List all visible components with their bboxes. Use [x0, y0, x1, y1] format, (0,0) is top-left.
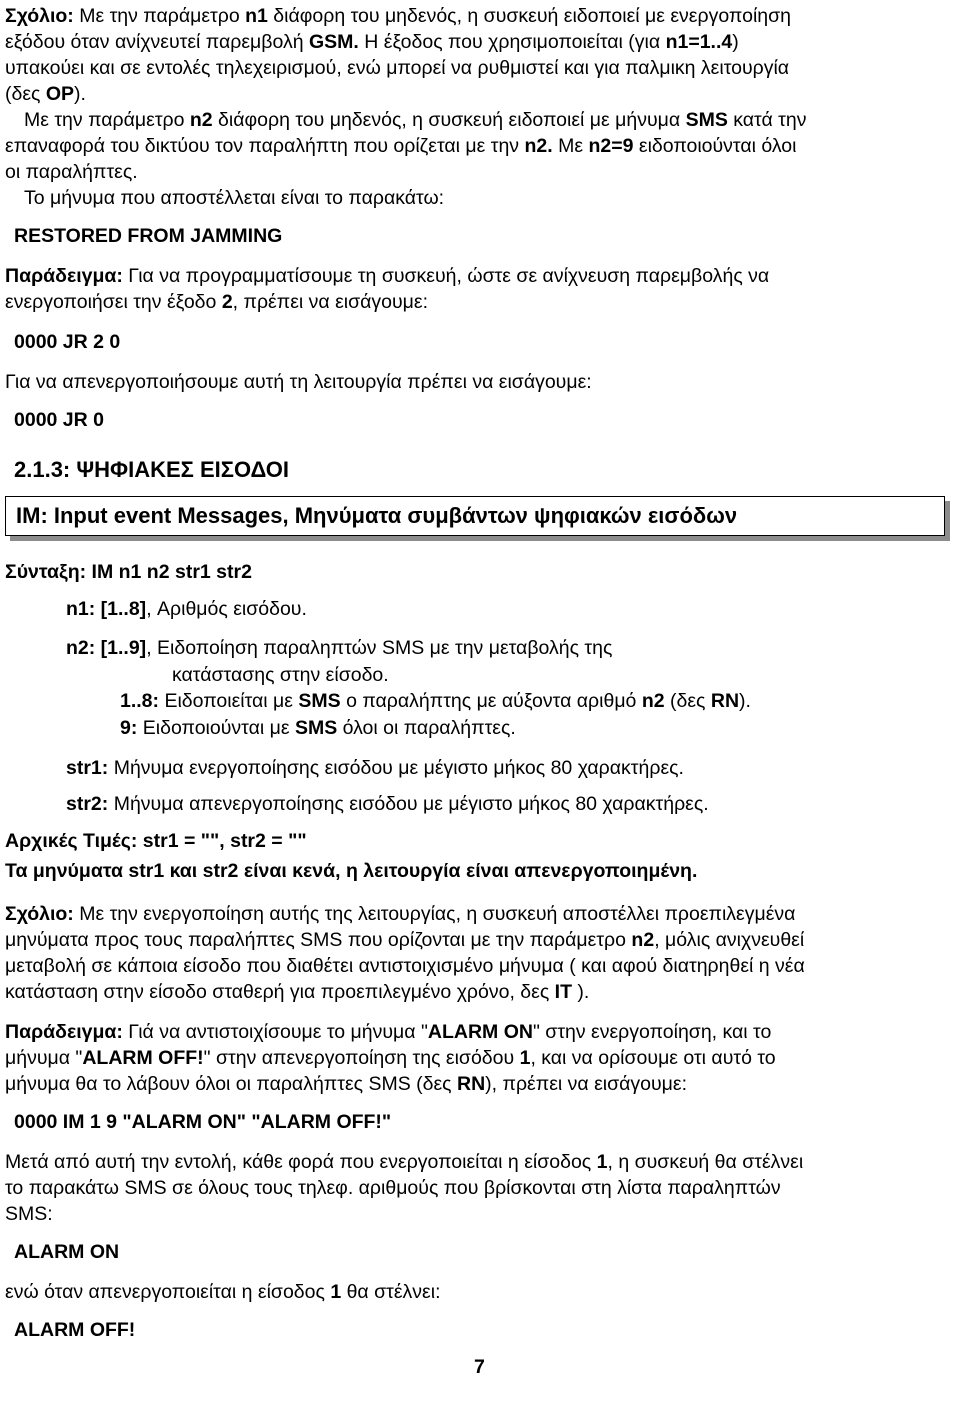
command: 0000 JR 2 0 [14, 331, 121, 353]
text: ειδοποιούνται όλοι [633, 135, 797, 157]
text: , η συσκευή θα στέλνει [607, 1151, 804, 1173]
bold-term: ALARM OFF! [82, 1047, 204, 1069]
text: , και να ορίσουμε οτι αυτό το [530, 1047, 776, 1069]
command: 0000 JR 0 [14, 409, 104, 431]
bold-term: 1 [596, 1151, 608, 1173]
sms-message: ALARM ON [14, 1241, 120, 1263]
text: Με [552, 135, 589, 157]
param-option [120, 689, 751, 713]
bold-term: 2 [221, 291, 233, 313]
text: ) [732, 31, 739, 53]
bold-term: SMS [298, 690, 341, 712]
text: , μόλις ανιχνευθεί [654, 929, 805, 951]
text: όλοι οι παραλήπτες. [337, 717, 516, 739]
command: 0000 IM 1 9 "ALARM ON" "ALARM OFF!" [14, 1111, 392, 1133]
text-line [5, 30, 739, 54]
example-label: Παράδειγμα: [5, 1021, 123, 1043]
param-label: str1: [66, 757, 109, 779]
bold-term: 1 [330, 1281, 342, 1303]
param-n1: n1 [245, 5, 268, 27]
sms-message: ALARM OFF! [14, 1319, 136, 1341]
text: Με την παράμετρο [24, 109, 190, 131]
text-line [5, 1072, 687, 1096]
text: διάφορη του μηδενός, η συσκευή ειδοποιεί με ενεργοποίηση [267, 5, 791, 27]
text: ο παραλήπτης με αύξοντα αριθμό [340, 690, 642, 712]
param-n1-line [66, 597, 307, 621]
text: Μήνυμα ενεργοποίησης εισόδου με μέγιστο μήκος 80 χαρακτήρες. [108, 757, 684, 779]
bold-term: ALARM ON [427, 1021, 533, 1043]
param-label: str2: [66, 793, 109, 815]
text-line: το παρακάτω SMS σε όλους τους τηλεφ. αριθμούς που βρίσκονται στη λίστα παραληπτών [5, 1177, 781, 1199]
text: , Ειδοποίηση παραληπτών SMS με την μεταβολής της [146, 637, 613, 659]
text-line: υπακούει και σε εντολές τηλεχειρισμού, ενώ μπορεί να ρυθμιστεί και για παλμικη λειτουργία [5, 57, 790, 79]
defaults-note: Τα μηνύματα str1 και str2 είναι κενά, η λειτουργία είναι απενεργοποιημένη. [5, 860, 698, 882]
text: Μήνυμα απενεργοποίησης εισόδου με μέγιστο μήκος 80 χαρακτήρες. [108, 793, 709, 815]
command-title-box [5, 496, 945, 536]
bold-term: IT [554, 981, 573, 1003]
text: μηνύματα προς τους παραλήπτες SMS που ορίζονται με την παράμετρο [5, 929, 632, 951]
bold-term: RN [457, 1073, 486, 1095]
text: διάφορη του μηδενός, η συσκευή ειδοποιεί με μήνυμα [212, 109, 686, 131]
text: μήνυμα θα το λάβουν όλοι οι παραλήπτες SMS (δες [5, 1073, 457, 1095]
bold-term: n2 [631, 929, 655, 951]
param-n2-line [66, 636, 612, 660]
text-line [5, 980, 589, 1004]
text-line [5, 1150, 803, 1174]
text: " στην απενεργοποίηση της εισόδου [203, 1047, 520, 1069]
command-title: IM: Input event Messages, Μηνύματα συμβάντων ψηφιακών εισόδων [16, 503, 738, 528]
text-line: μεταβολή σε κάποια είσοδο που διαθέτει αντιστοιχισμένο μήνυμα ( και αφού διατηρηθεί η νέα [5, 955, 805, 977]
bold-term: OP [45, 83, 75, 105]
comment-line [5, 4, 791, 28]
text: κατά την [727, 109, 807, 131]
text: " στην ενεργοποίηση, και το [532, 1021, 772, 1043]
text: επαναφορά του δικτύου τον παραλήπτη που ορίζεται με την [5, 135, 525, 157]
text: Με την ενεργοποίηση αυτής της λειτουργίας, η συσκευή αποστέλλει προεπιλεγμένα [73, 903, 796, 925]
bold-term: 1..8: [120, 690, 160, 712]
param-range: [1..8] [95, 598, 147, 620]
bold-term: n2 [189, 109, 213, 131]
text-line: SMS: [5, 1203, 53, 1225]
text: Γιά να αντιστοιχίσουμε το μήνυμα " [122, 1021, 428, 1043]
text-line [5, 1046, 776, 1070]
example-line [5, 264, 769, 288]
text-line: κατάστασης στην είσοδο. [172, 664, 389, 686]
text-line [5, 290, 428, 314]
defaults-value: str1 = "", str2 = "" [137, 830, 307, 852]
bold-term: 9: [120, 717, 138, 739]
text-line [5, 928, 804, 952]
param-label: n2: [66, 637, 96, 659]
text: Η έξοδος που χρησιμοποιείται (για [358, 31, 666, 53]
text: κατάσταση στην είσοδο σταθερή για προεπιλεγμένο χρόνο, δες [5, 981, 555, 1003]
bold-term: RN [710, 690, 740, 712]
comment-line [5, 902, 795, 926]
text: (δες [664, 690, 711, 712]
bold-term: n2. [524, 135, 553, 157]
text: θα στέλνει: [341, 1281, 441, 1303]
bold-term: 1 [519, 1047, 531, 1069]
bold-term: SMS [294, 717, 338, 739]
text: , πρέπει να εισάγουμε: [232, 291, 429, 313]
text-line [5, 1280, 441, 1304]
bold-term: n2 [641, 690, 665, 712]
text: Για να προγραμματίσουμε τη συσκευή, ώστε σε ανίχνευση παρεμβολής να [122, 265, 770, 287]
text: , Αριθμός εισόδου. [146, 598, 307, 620]
comment-label: Σχόλιο: [5, 903, 74, 925]
bold-term: n2=9 [588, 135, 634, 157]
text-line [5, 134, 797, 158]
text: ). [739, 690, 751, 712]
param-range: [1..9] [95, 637, 147, 659]
comment-label: Σχόλιο: [5, 5, 74, 27]
section-heading: 2.1.3: ΨΗΦΙΑΚΕΣ ΕΙΣΟΔΟΙ [14, 457, 289, 482]
defaults-line [5, 829, 307, 853]
example-label: Παράδειγμα: [5, 265, 123, 287]
text: ενεργοποιήσει την έξοδο [5, 291, 222, 313]
syntax-line: Σύνταξη: IM n1 n2 str1 str2 [5, 561, 252, 583]
text-line [5, 82, 86, 106]
text-line [24, 108, 806, 132]
param-option [120, 716, 516, 740]
text: ενώ όταν απενεργοποιείται η είσοδος [5, 1281, 331, 1303]
param-str2-line [66, 792, 709, 816]
sms-message: RESTORED FROM JAMMING [14, 225, 283, 247]
text: μήνυμα " [5, 1047, 83, 1069]
text: Ειδοποιούνται με [137, 717, 295, 739]
text: Ειδοποιείται με [159, 690, 299, 712]
text-line: Το μήνυμα που αποστέλλεται είναι το παρακάτω: [24, 187, 445, 209]
param-label: n1: [66, 598, 96, 620]
text: ), πρέπει να εισάγουμε: [485, 1073, 688, 1095]
text-line: Για να απενεργοποιήσουμε αυτή τη λειτουργία πρέπει να εισάγουμε: [5, 371, 592, 393]
bold-term: n1=1..4 [665, 31, 733, 53]
page-number: 7 [474, 1356, 485, 1378]
text: (δες [5, 83, 46, 105]
example-line [5, 1020, 771, 1044]
defaults-label: Αρχικές Τιμές: [5, 830, 138, 852]
text: Με την παράμετρο [73, 5, 246, 27]
text-line: οι παραλήπτες. [5, 161, 138, 183]
text: Μετά από αυτή την εντολή, κάθε φορά που ενεργοποιείται η είσοδος [5, 1151, 597, 1173]
text: εξόδου όταν ανίχνευτεί παρεμβολή [5, 31, 309, 53]
text: ). [74, 83, 86, 105]
bold-term: SMS [685, 109, 728, 131]
bold-term: GSM. [308, 31, 359, 53]
param-str1-line [66, 756, 684, 780]
text: ). [572, 981, 590, 1003]
